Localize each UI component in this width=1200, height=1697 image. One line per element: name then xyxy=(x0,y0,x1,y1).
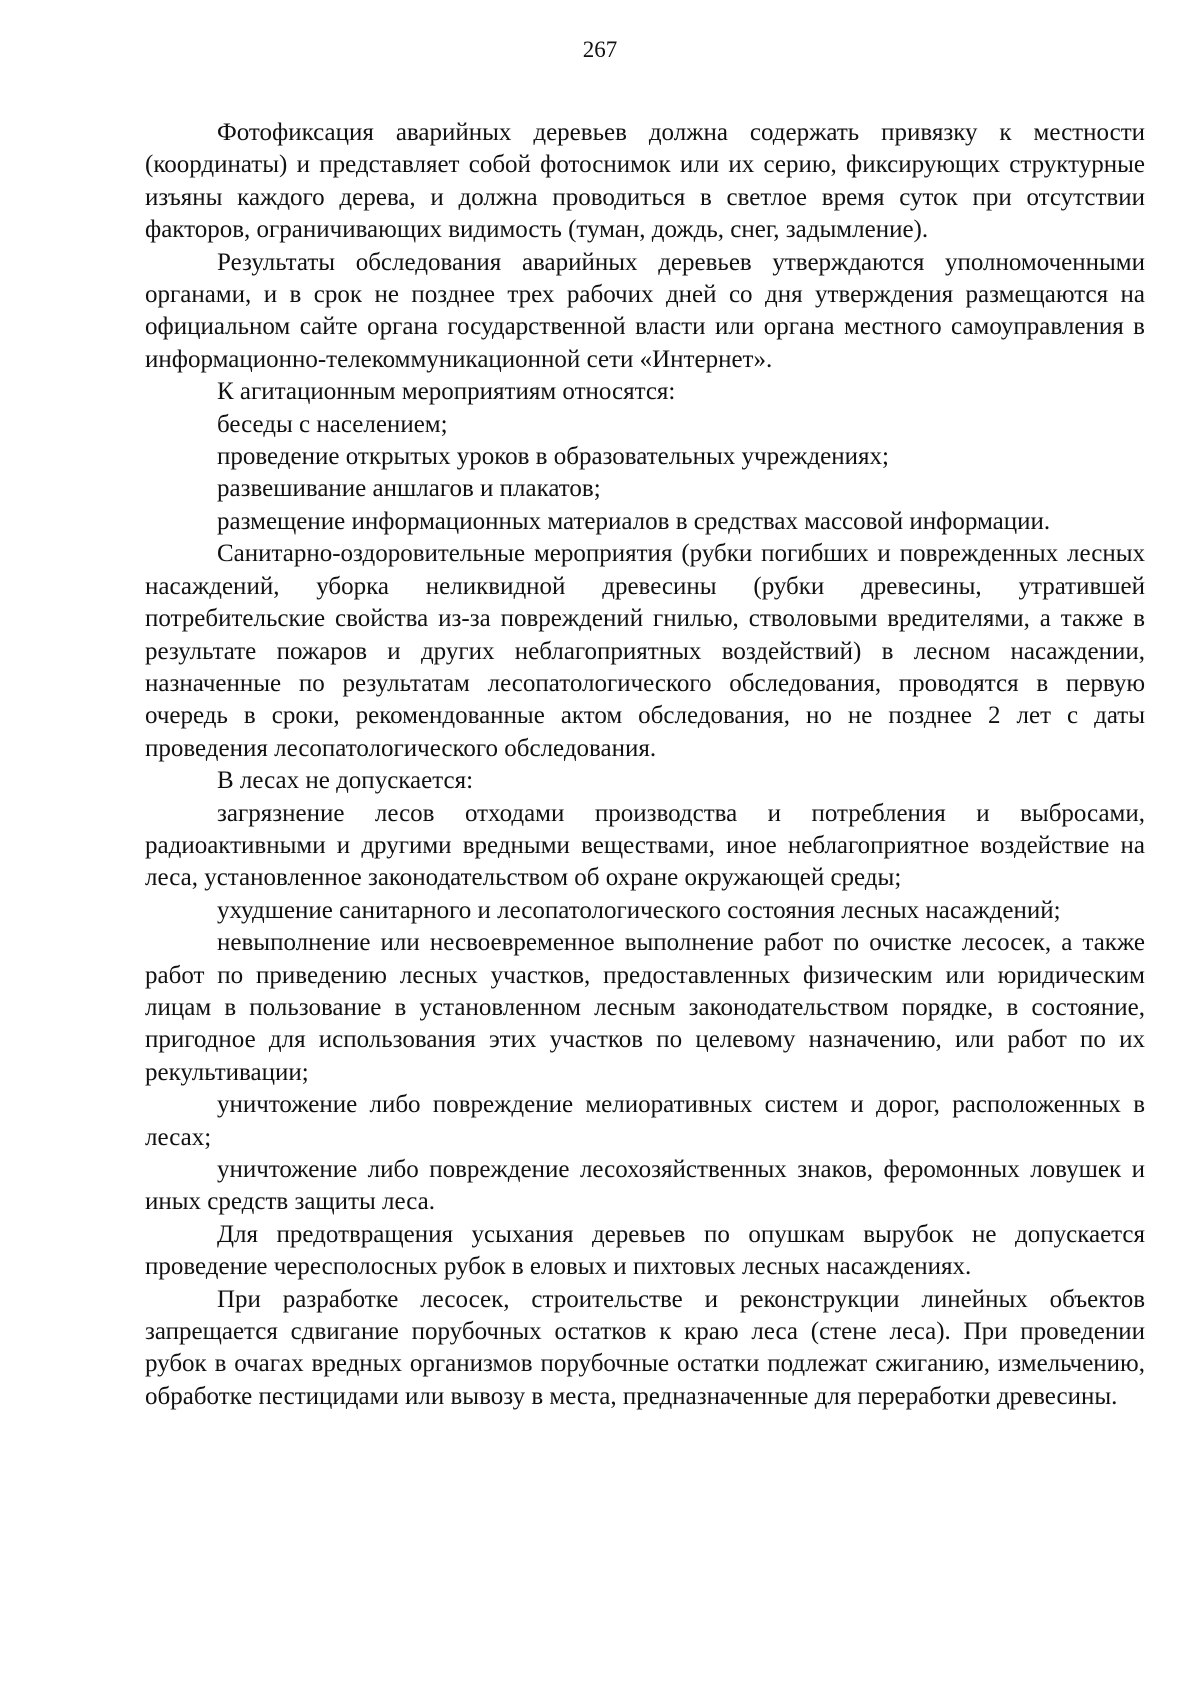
list-item: уничтожение либо повреждение мелиоративных систем и дорог, расположенных в лесах; xyxy=(145,1091,1145,1151)
list-item: развешивание аншлагов и плакатов; xyxy=(217,475,601,503)
list-item: беседы с населением; xyxy=(217,410,448,438)
paragraph-agitation-intro: К агитационным мероприятиям относятся: xyxy=(217,378,676,406)
paragraph-photo-fixation: Фотофиксация аварийных деревьев должна содержать привязку к местности (координаты) и представляет собой фотоснимок или их серию, фиксирующих структурные изъяны каждого дерева, и должна проводиться в светлое время суток при отсутствии факторов, ограничивающих видимость (туман, дождь, снег, задымление). xyxy=(145,119,1145,244)
paragraph-survey-results: Результаты обследования аварийных деревьев утверждаются уполномоченными органами, и в срок не позднее трех рабочих дней со дня утверждения размещаются на официальном сайте органа государственной власти или органа местного самоуправления в информационно-телекоммуникационной сети «Интернет». xyxy=(145,248,1145,373)
document-body xyxy=(145,117,1145,1413)
list-item: загрязнение лесов отходами производства и потребления и выбросами, радиоактивными и другими вредными веществами, иное неблагоприятное воздействие на леса, установленное законодательством об охране окружающей среды; xyxy=(145,799,1145,892)
list-item: ухудшение санитарного и лесопатологического состояния лесных насаждений; xyxy=(217,896,1061,924)
paragraph-drying-prevention: Для предотвращения усыхания деревьев по опушкам вырубок не допускается проведение чересполосных рубок в еловых и пихтовых лесных насаждениях. xyxy=(145,1220,1145,1281)
paragraph-sanitary-measures: Санитарно-оздоровительные мероприятия (рубки погибших и поврежденных лесных насаждений, уборка неликвидной древесины (рубки древесины, утратившей потребительские свойства из-за повреждений гнилью, стволовыми вредителями, а также в результате пожаров и других неблагоприятных воздействий) в лесном насаждении, назначенные по результатам лесопатологического обследования, проводятся в первую очередь в сроки, рекомендованные актом обследования, но не позднее 2 лет с даты проведения лесопатологического обследования. xyxy=(145,540,1145,762)
list-item: проведение открытых уроков в образовательных учреждениях; xyxy=(217,443,889,471)
list-item: уничтожение либо повреждение лесохозяйственных знаков, феромонных ловушек и иных средств защиты леса. xyxy=(145,1156,1145,1216)
list-item: размещение информационных материалов в средствах массовой информации. xyxy=(217,507,1051,535)
paragraph-logging-residues: При разработке лесосек, строительстве и реконструкции линейных объектов запрещается сдвигание порубочных остатков к краю леса (стене леса). При проведении рубок в очагах вредных организмов порубочные остатки подлежат сжиганию, измельчению, обработке пестицидами или вывозу в места, предназначенные для переработки древесины. xyxy=(145,1285,1145,1410)
paragraph-prohibited-intro: В лесах не допускается: xyxy=(217,767,474,795)
list-item: невыполнение или несвоевременное выполнение работ по очистке лесосек, а также работ по приведению лесных участков, предоставленных физическим или юридическим лицам в пользование в установленном лесным законодательством порядке, в состояние, пригодное для использования этих участков по целевому назначению, или работ по их рекультивации; xyxy=(145,929,1145,1086)
page-number: 267 xyxy=(582,37,618,62)
